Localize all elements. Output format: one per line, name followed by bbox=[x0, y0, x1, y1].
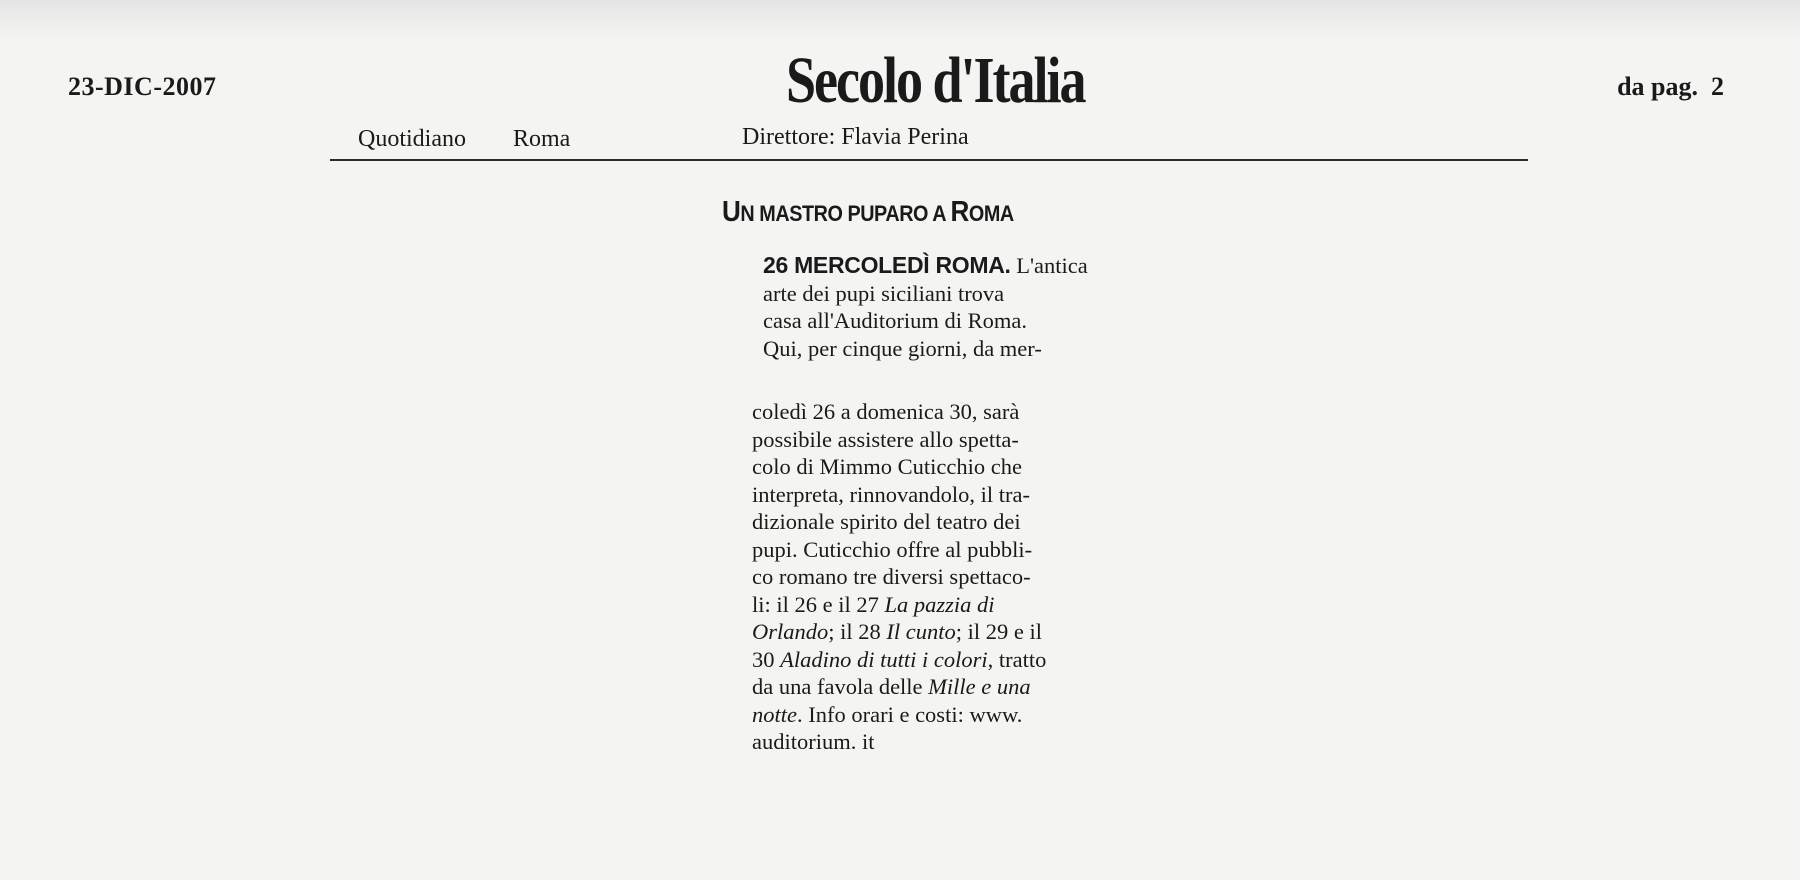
article-line: Qui, per cinque giorni, da mer- bbox=[763, 335, 1042, 361]
show-title: Il cunto bbox=[886, 619, 956, 644]
headline-part: N MASTRO PUPARO A bbox=[740, 201, 951, 226]
article-line: L'antica bbox=[1010, 253, 1088, 278]
book-title: Mille e una bbox=[928, 674, 1031, 699]
article-line: da una favola delle bbox=[752, 674, 929, 699]
article-line: interpreta, rinnovandolo, il tra- bbox=[752, 481, 1031, 507]
article-line: li: il 26 e il 27 bbox=[752, 591, 885, 617]
article-line: 30 bbox=[752, 646, 781, 672]
article-line: , tratto bbox=[987, 646, 1047, 672]
book-title: notte bbox=[752, 701, 797, 727]
show-title: Orlando bbox=[752, 619, 829, 644]
article-paragraph-1 bbox=[763, 252, 1088, 362]
show-title: La pazzia di bbox=[884, 591, 995, 617]
article-line: pupi. Cuticchio offre al pubbli- bbox=[752, 536, 1033, 562]
scan-border bbox=[0, 0, 1800, 40]
city-label: Roma bbox=[513, 126, 571, 152]
article-headline bbox=[722, 196, 1014, 229]
article-line: coledì 26 a domenica 30, sarà bbox=[752, 399, 1020, 424]
director-label: Direttore: Flavia Perina bbox=[742, 124, 969, 150]
header-divider bbox=[330, 159, 1528, 161]
article-line: auditorium. it bbox=[752, 729, 875, 754]
article-line: dizionale spirito del teatro dei bbox=[752, 509, 1021, 534]
article-line: . Info orari e costi: www. bbox=[797, 701, 1023, 727]
periodicity-label: Quotidiano bbox=[358, 126, 466, 152]
article-line: co romano tre diversi spettaco- bbox=[752, 564, 1031, 589]
show-title: Aladino di tutti i colori bbox=[780, 646, 988, 672]
publication-date: 23-DIC-2007 bbox=[68, 72, 217, 101]
article-line: possibile assistere allo spetta- bbox=[752, 426, 1019, 452]
headline-part: OMA bbox=[968, 201, 1014, 226]
article-line: colo di Mimmo Cuticchio che bbox=[752, 454, 1022, 479]
article-paragraph-2 bbox=[752, 398, 1046, 756]
article-lead: 26 MERCOLEDÌ ROMA. bbox=[763, 252, 1011, 278]
article-line: ; il 29 e il bbox=[955, 619, 1043, 644]
page-reference: da pag. 2 bbox=[1617, 72, 1724, 101]
article-line: arte dei pupi siciliani trova bbox=[763, 280, 1005, 306]
headline-part: R bbox=[950, 196, 969, 228]
newspaper-masthead: Secolo d'Italia bbox=[786, 44, 1085, 117]
headline-part: U bbox=[722, 196, 741, 228]
article-line: ; il 28 bbox=[828, 619, 887, 644]
article-line: casa all'Auditorium di Roma. bbox=[763, 308, 1028, 333]
